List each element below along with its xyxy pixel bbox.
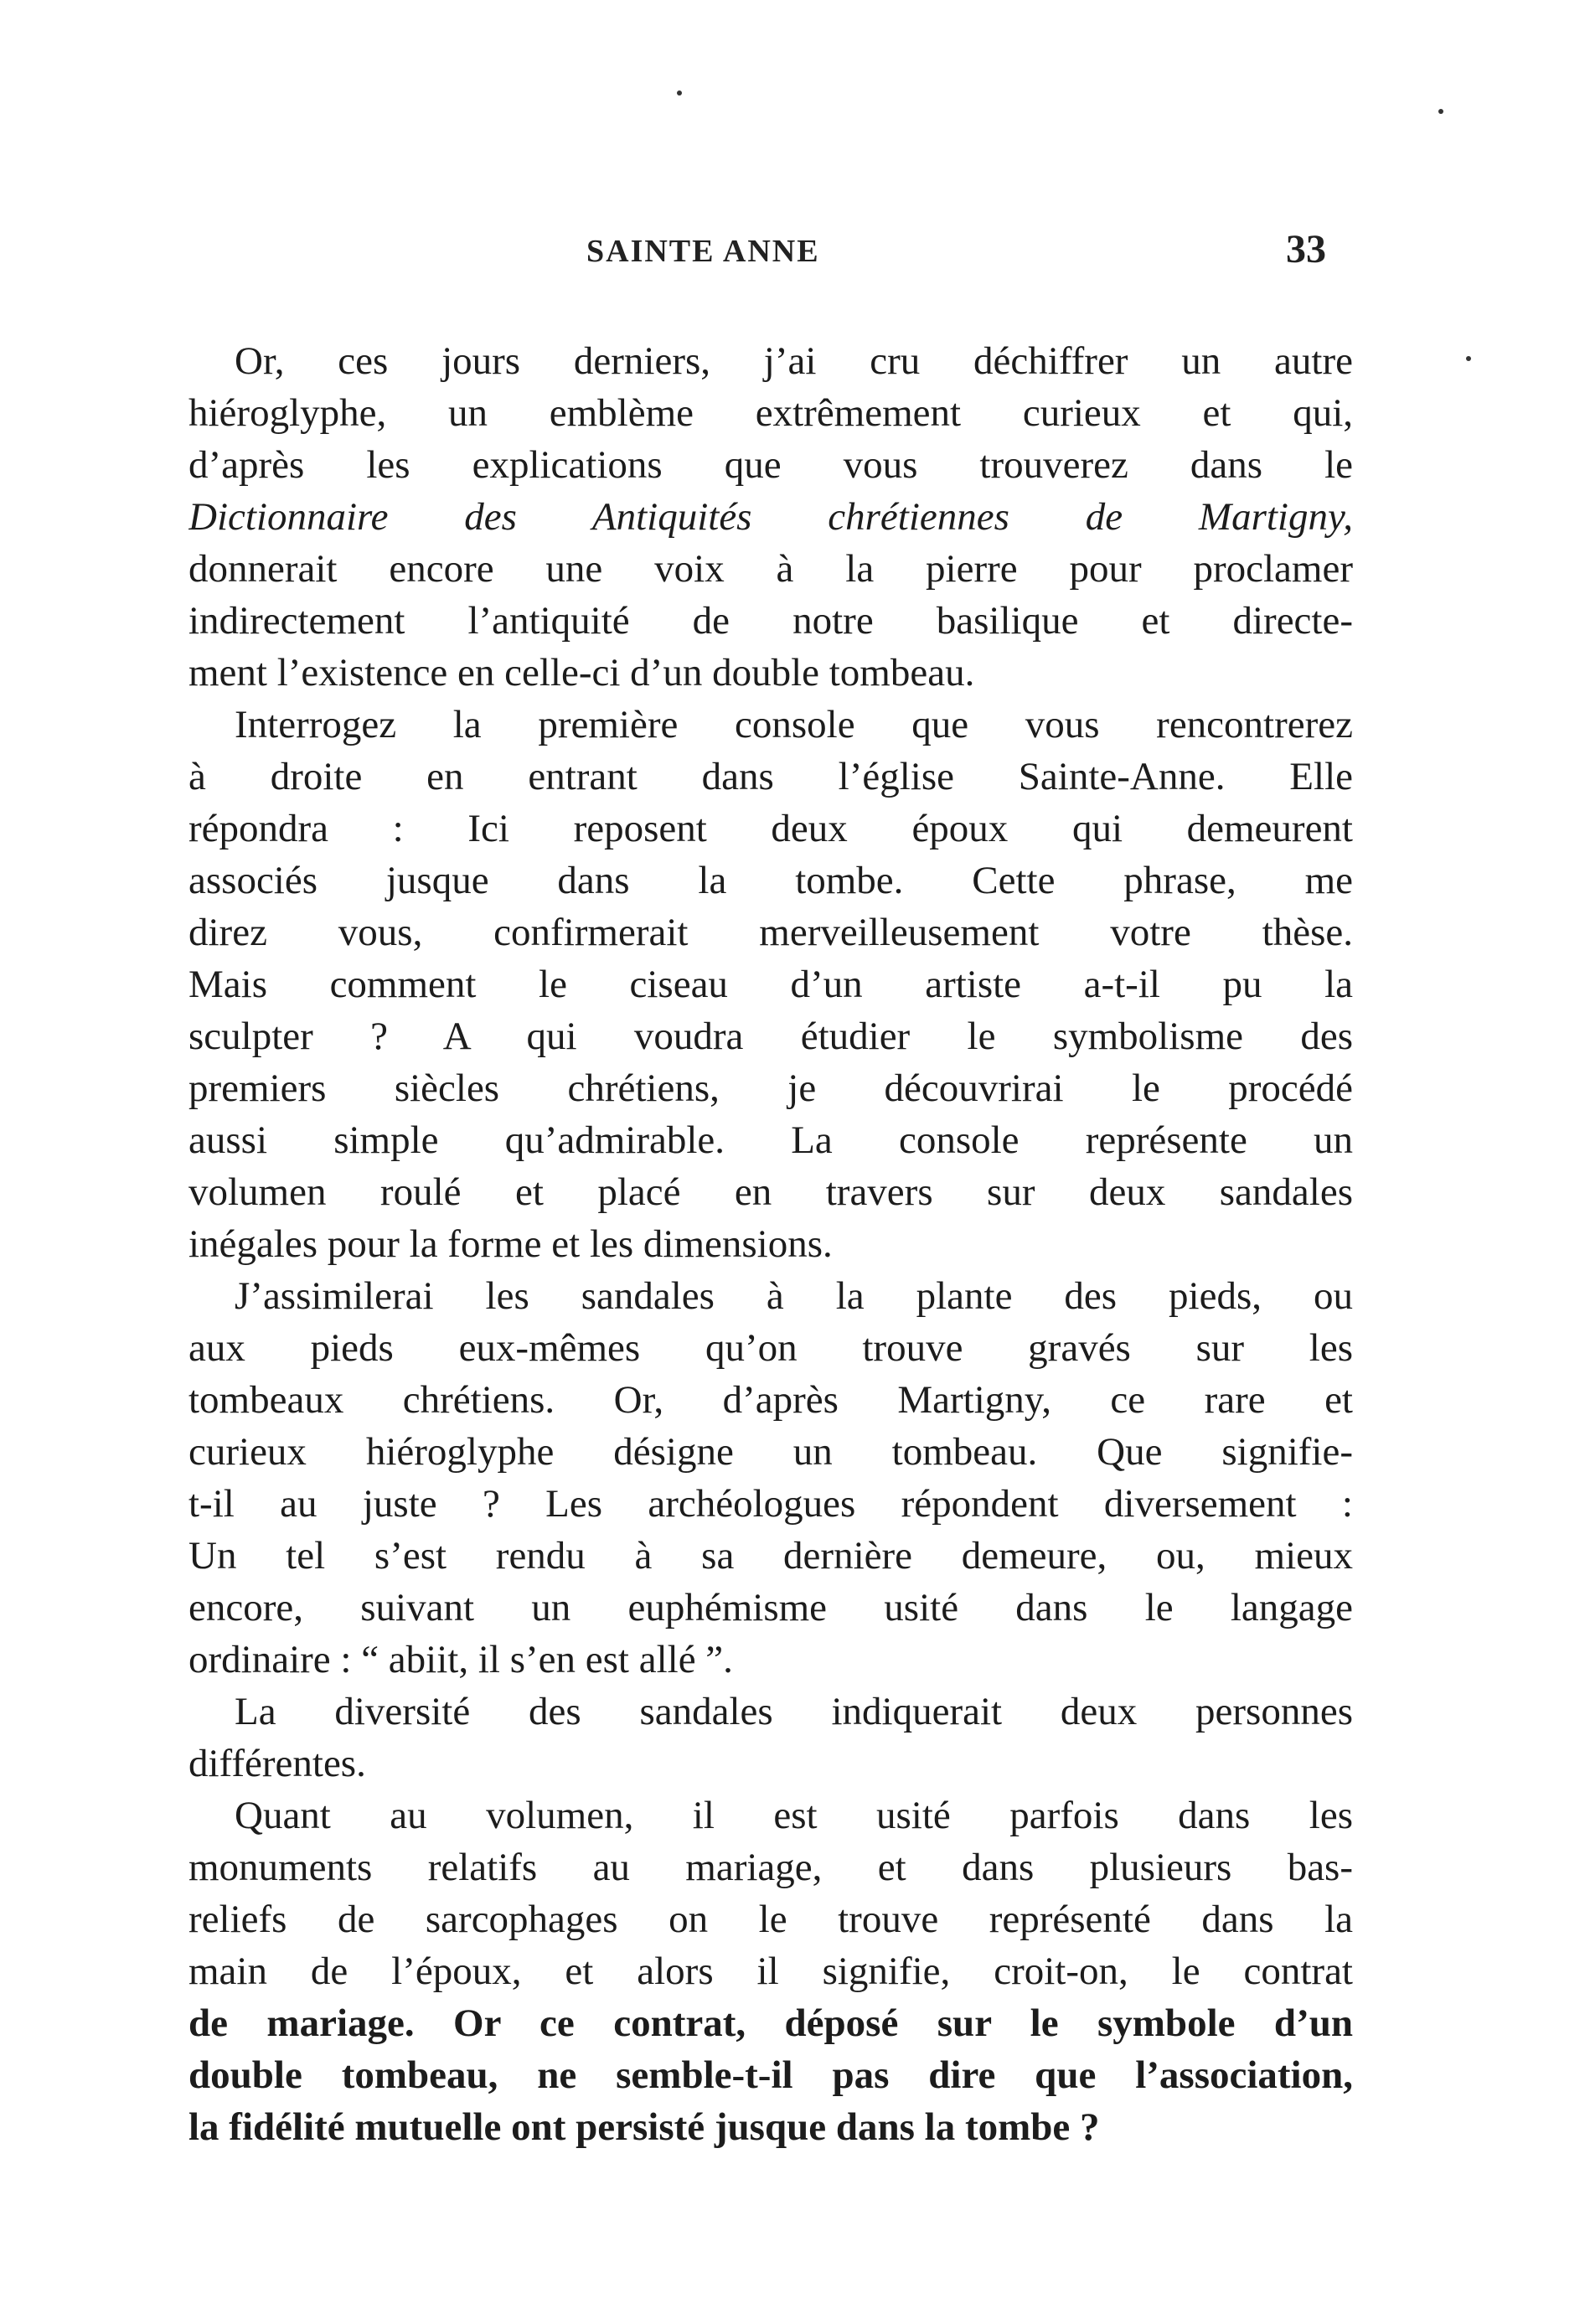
print-speck bbox=[1466, 356, 1471, 361]
text-line: La diversité des sandales indiquerait deux personnes bbox=[235, 1690, 1353, 1733]
print-speck bbox=[1438, 109, 1443, 114]
text-line: d’après les explications que vous trouverez dans le bbox=[188, 443, 1353, 487]
text-line: répondra : Ici reposent deux époux qui demeurent bbox=[188, 807, 1353, 850]
text-line: curieux hiéroglyphe désigne un tombeau. Que signifie- bbox=[188, 1430, 1353, 1474]
text-line: J’assimilerai les sandales à la plante des pieds, ou bbox=[235, 1274, 1353, 1318]
text-line: de mariage. Or ce contrat, déposé sur le symbole d’un bbox=[188, 2001, 1353, 2045]
text-line: Quant au volumen, il est usité parfois dans les bbox=[235, 1794, 1353, 1837]
text-line: encore, suivant un euphémisme usité dans le langage bbox=[188, 1586, 1353, 1629]
text-line: donnerait encore une voix à la pierre pour proclamer bbox=[188, 547, 1353, 591]
text-line: Dictionnaire des Antiquités chrétiennes de Martigny, bbox=[188, 495, 1353, 539]
running-title: SAINTE ANNE bbox=[586, 234, 820, 269]
text-line: hiéroglyphe, un emblème extrêmement curieux et qui, bbox=[188, 391, 1353, 435]
text-line: ment l’existence en celle-ci d’un double tombeau. bbox=[188, 651, 975, 695]
text-line: reliefs de sarcophages on le trouve représenté dans la bbox=[188, 1898, 1353, 1941]
text-line: tombeaux chrétiens. Or, d’après Martigny, ce rare et bbox=[188, 1378, 1353, 1422]
text-line: main de l’époux, et alors il signifie, croit-on, le contrat bbox=[188, 1950, 1353, 1993]
running-head bbox=[0, 227, 1590, 283]
text-line: Interrogez la première console que vous rencontrerez bbox=[235, 703, 1353, 746]
text-line: Or, ces jours derniers, j’ai cru déchiffrer un autre bbox=[235, 339, 1353, 383]
print-speck bbox=[677, 90, 682, 96]
text-line: direz vous, confirmerait merveilleusement votre thèse. bbox=[188, 911, 1353, 954]
text-line: Mais comment le ciseau d’un artiste a-t-il pu la bbox=[188, 963, 1353, 1006]
text-line: premiers siècles chrétiens, je découvrirai le procédé bbox=[188, 1066, 1353, 1110]
text-line: double tombeau, ne semble-t-il pas dire que l’association, bbox=[188, 2053, 1353, 2097]
text-line: t-il au juste ? Les archéologues répondent diversement : bbox=[188, 1482, 1353, 1526]
text-line: sculpter ? A qui voudra étudier le symbolisme des bbox=[188, 1015, 1353, 1058]
text-line: ordinaire : “ abiit, il s’en est allé ”. bbox=[188, 1638, 733, 1681]
body-text bbox=[188, 335, 1353, 2153]
text-line: différentes. bbox=[188, 1742, 366, 1785]
text-line: inégales pour la forme et les dimensions. bbox=[188, 1222, 833, 1266]
text-line: à droite en entrant dans l’église Sainte-Anne. Elle bbox=[188, 755, 1353, 798]
text-line: Un tel s’est rendu à sa dernière demeure, ou, mieux bbox=[188, 1534, 1353, 1578]
text-line: aux pieds eux-mêmes qu’on trouve gravés sur les bbox=[188, 1326, 1353, 1370]
text-line: la fidélité mutuelle ont persisté jusque dans la tombe ? bbox=[188, 2105, 1100, 2149]
text-line: monuments relatifs au mariage, et dans plusieurs bas- bbox=[188, 1846, 1353, 1889]
text-line: aussi simple qu’admirable. La console représente un bbox=[188, 1118, 1353, 1162]
page-number: 33 bbox=[1286, 227, 1326, 271]
text-line: indirectement l’antiquité de notre basilique et directe- bbox=[188, 599, 1353, 643]
text-line: associés jusque dans la tombe. Cette phrase, me bbox=[188, 859, 1353, 902]
text-line: volumen roulé et placé en travers sur deux sandales bbox=[188, 1170, 1353, 1214]
